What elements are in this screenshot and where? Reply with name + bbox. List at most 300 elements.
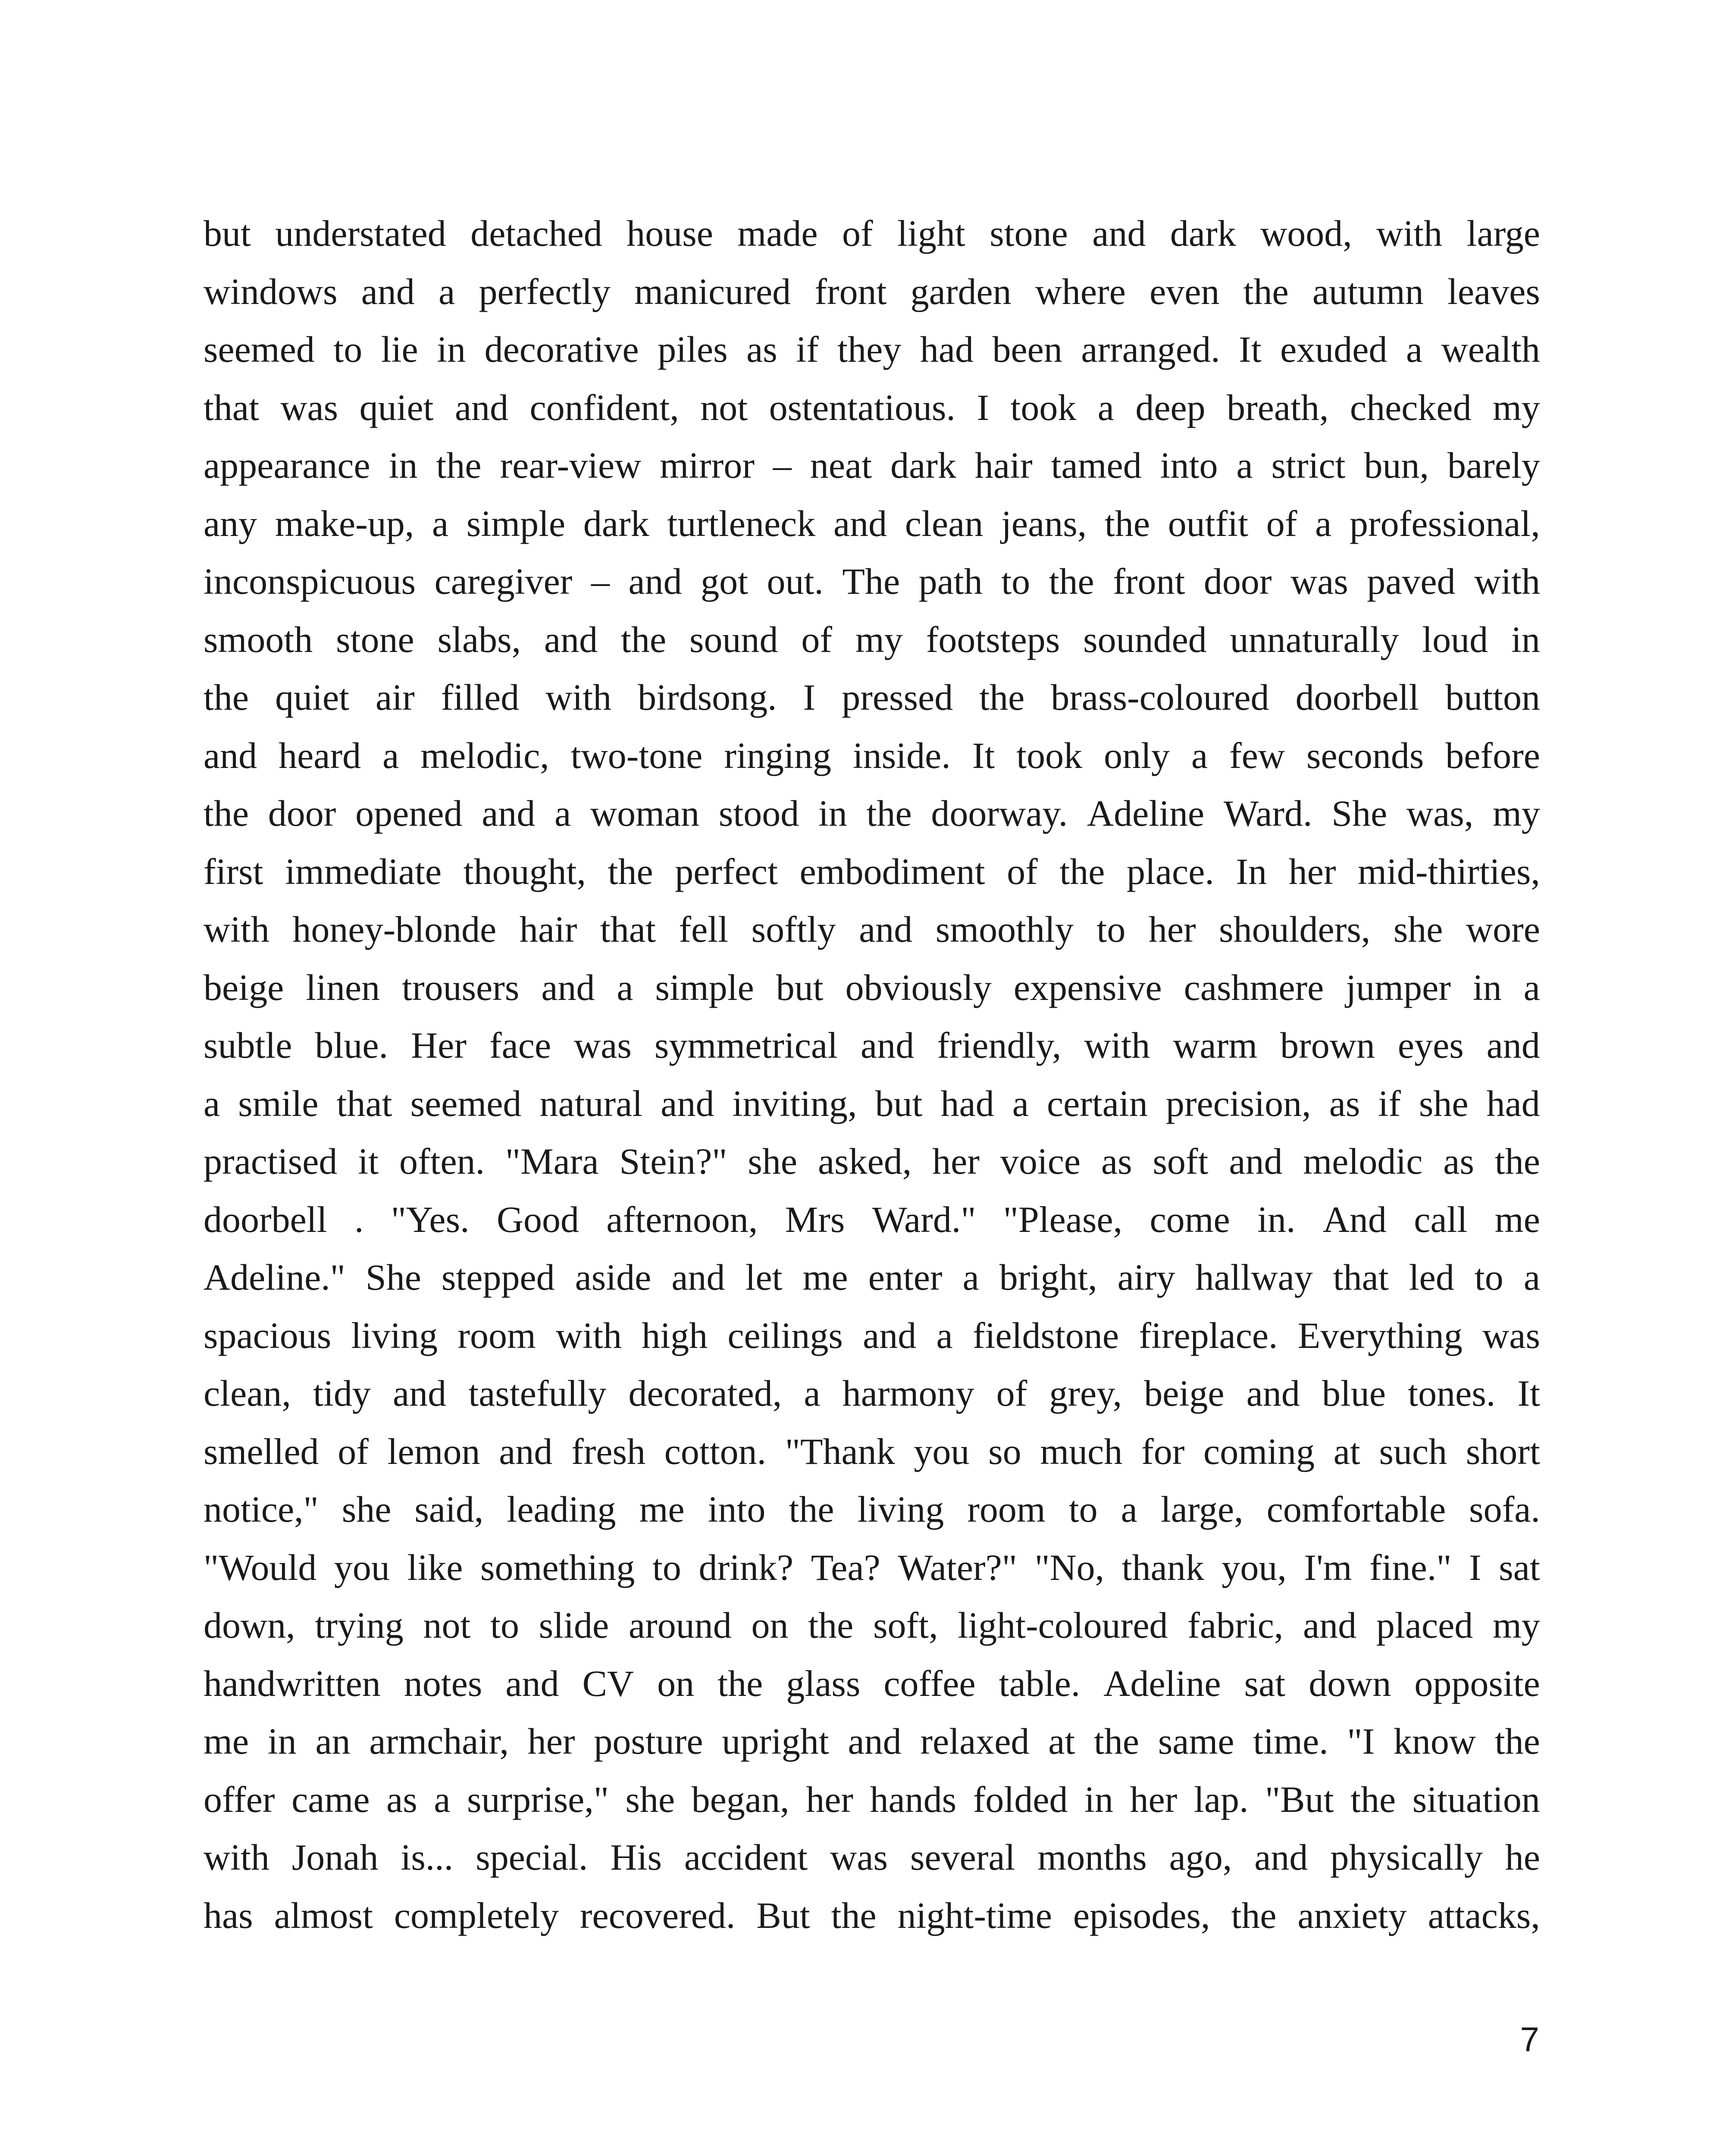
- word: had: [920, 329, 974, 370]
- word: the: [608, 850, 653, 892]
- word: down,: [204, 1604, 295, 1646]
- word: is...: [401, 1836, 454, 1878]
- word: the: [1243, 270, 1289, 312]
- word: if: [1378, 1082, 1401, 1124]
- word: the: [979, 677, 1025, 718]
- word: "Mara: [505, 1141, 599, 1182]
- word: a: [438, 270, 455, 312]
- word: the: [1059, 850, 1105, 892]
- word: make-up,: [275, 502, 414, 544]
- word: me: [204, 1720, 249, 1762]
- word: was: [1482, 1314, 1540, 1356]
- word: in: [388, 445, 418, 486]
- word: inconspicuous: [204, 561, 416, 602]
- word: "But: [1265, 1778, 1334, 1820]
- word: leaves: [1447, 270, 1540, 312]
- word: cotton.: [664, 1430, 767, 1472]
- word: and: [1303, 1604, 1357, 1646]
- word: front: [1113, 561, 1185, 602]
- word: and: [361, 270, 415, 312]
- word: Her: [411, 1025, 467, 1066]
- word: you: [914, 1430, 970, 1472]
- text-line: [204, 727, 1540, 785]
- word: loud: [1422, 618, 1488, 660]
- text-line: [204, 784, 1540, 843]
- text-line: [204, 1248, 1540, 1307]
- word: warm: [1173, 1025, 1258, 1066]
- word: of: [1007, 850, 1038, 892]
- word: she: [625, 1778, 675, 1820]
- word: Ward.": [872, 1198, 976, 1240]
- word: seemed: [204, 329, 315, 370]
- word: to: [1068, 1489, 1098, 1530]
- word: jumper: [1346, 966, 1451, 1008]
- word: took: [1010, 386, 1077, 428]
- word: comfortable: [1266, 1489, 1446, 1530]
- word: the: [1104, 502, 1150, 544]
- word: bright,: [999, 1257, 1097, 1298]
- word: Tea?: [811, 1546, 880, 1588]
- word: as: [1329, 1082, 1360, 1124]
- word: It: [972, 734, 995, 776]
- text-line: [204, 1828, 1540, 1887]
- word: Adeline.": [204, 1257, 345, 1298]
- word: and: [859, 909, 913, 950]
- word: soft,: [873, 1604, 938, 1646]
- word: In: [1236, 850, 1267, 892]
- word: ago,: [1169, 1836, 1232, 1878]
- word: began,: [691, 1778, 789, 1820]
- word: of: [801, 618, 833, 660]
- word: and: [1254, 1836, 1308, 1878]
- word: and: [204, 734, 257, 776]
- word: posture: [594, 1720, 703, 1762]
- word: "Yes.: [391, 1198, 470, 1240]
- word: softly: [751, 909, 836, 950]
- word: doorway.: [931, 793, 1068, 834]
- word: I: [1469, 1546, 1481, 1588]
- word: quiet: [275, 677, 350, 718]
- word: dark: [1170, 213, 1236, 254]
- word: thank: [1121, 1546, 1204, 1588]
- word: detached: [470, 213, 602, 254]
- word: autumn: [1312, 270, 1424, 312]
- word: got: [701, 561, 749, 602]
- word: call: [1414, 1198, 1468, 1240]
- word: door: [1203, 561, 1272, 602]
- word: grey,: [1049, 1373, 1122, 1414]
- word: that: [600, 909, 656, 950]
- word: understated: [275, 213, 446, 254]
- word: decorative: [484, 329, 639, 370]
- word: out.: [767, 561, 824, 602]
- word: practised: [204, 1141, 338, 1182]
- word: room: [967, 1489, 1046, 1530]
- word: It: [1517, 1373, 1540, 1414]
- word: and: [661, 1082, 714, 1124]
- word: such: [1379, 1430, 1447, 1472]
- word: and: [541, 966, 595, 1008]
- word: light-coloured: [958, 1604, 1168, 1646]
- word: surprise,": [467, 1778, 609, 1820]
- text-line: [204, 1539, 1540, 1597]
- word: beige: [1144, 1373, 1225, 1414]
- word: to: [490, 1604, 520, 1646]
- word: she: [748, 1141, 798, 1182]
- word: any: [204, 502, 257, 544]
- word: a: [204, 1082, 220, 1124]
- word: perfectly: [479, 270, 611, 312]
- word: time.: [1253, 1720, 1328, 1762]
- word: living: [857, 1489, 944, 1530]
- word: barely: [1447, 445, 1540, 486]
- word: wore: [1466, 909, 1540, 950]
- word: into: [1160, 445, 1218, 486]
- word: subtle: [204, 1025, 292, 1066]
- word: The: [842, 561, 900, 602]
- word: "I: [1347, 1720, 1375, 1762]
- word: fine.": [1369, 1546, 1452, 1588]
- word: sound: [689, 618, 778, 660]
- word: with: [1474, 561, 1540, 602]
- word: that: [1333, 1257, 1389, 1298]
- word: mirror: [660, 445, 755, 486]
- word: physically: [1330, 1836, 1483, 1878]
- word: harmony: [842, 1373, 974, 1414]
- word: in: [818, 793, 847, 834]
- word: exuded: [1280, 329, 1387, 370]
- word: tamed: [1051, 445, 1142, 486]
- word: blue.: [315, 1025, 388, 1066]
- text-line: [204, 552, 1540, 611]
- word: and: [671, 1257, 725, 1298]
- word: and: [1486, 1025, 1540, 1066]
- word: was: [830, 1836, 888, 1878]
- word: path: [918, 561, 983, 602]
- text-line: [204, 204, 1540, 263]
- word: not: [700, 386, 748, 428]
- word: slide: [539, 1604, 609, 1646]
- word: Ward.: [1223, 793, 1312, 834]
- word: and: [482, 793, 536, 834]
- word: but: [776, 966, 824, 1008]
- word: house: [626, 213, 713, 254]
- word: you,: [1221, 1546, 1287, 1588]
- word: episodes,: [1073, 1894, 1210, 1936]
- word: birdsong.: [638, 677, 777, 718]
- word: She: [1331, 793, 1387, 834]
- word: glass: [786, 1662, 861, 1704]
- word: simple: [655, 966, 754, 1008]
- word: appearance: [204, 445, 370, 486]
- word: down: [1309, 1662, 1391, 1704]
- text-line: [204, 900, 1540, 959]
- word: relaxed: [920, 1720, 1030, 1762]
- word: beige: [204, 966, 284, 1008]
- word: placed: [1376, 1604, 1473, 1646]
- word: high: [642, 1314, 708, 1356]
- word: lie: [381, 329, 418, 370]
- text-line: [204, 1771, 1540, 1829]
- word: to: [1474, 1257, 1503, 1298]
- word: arranged.: [1081, 329, 1220, 370]
- text-line: [204, 1596, 1540, 1655]
- word: first: [204, 850, 263, 892]
- word: precision,: [1165, 1082, 1311, 1124]
- word: stone: [990, 213, 1068, 254]
- word: ringing: [724, 734, 831, 776]
- word: the: [866, 793, 912, 834]
- word: Mrs: [785, 1198, 845, 1240]
- word: a: [936, 1314, 953, 1356]
- word: rear-view: [500, 445, 642, 486]
- word: breath,: [1227, 386, 1329, 428]
- word: table.: [999, 1662, 1081, 1704]
- word: I: [977, 386, 989, 428]
- word: fireplace.: [1139, 1314, 1278, 1356]
- word: few: [1229, 734, 1285, 776]
- word: place.: [1126, 850, 1214, 892]
- word: drink?: [698, 1546, 794, 1588]
- word: me: [639, 1489, 685, 1530]
- word: her: [1130, 1778, 1178, 1820]
- word: led: [1409, 1257, 1454, 1298]
- word: something: [480, 1546, 635, 1588]
- word: the: [1094, 1720, 1140, 1762]
- word: confident,: [529, 386, 679, 428]
- word: manicured: [634, 270, 791, 312]
- word: with: [204, 1836, 269, 1878]
- text-line: [204, 495, 1540, 553]
- word: sofa.: [1469, 1489, 1540, 1530]
- word: brass-coloured: [1051, 677, 1269, 718]
- word: caregiver: [434, 561, 573, 602]
- word: the: [1049, 561, 1094, 602]
- word: her: [527, 1720, 575, 1762]
- text-line: [204, 959, 1540, 1017]
- word: only: [1104, 734, 1170, 776]
- word: outfit: [1168, 502, 1249, 544]
- word: a: [1406, 329, 1423, 370]
- word: a: [432, 502, 449, 544]
- word: slabs,: [437, 618, 521, 660]
- word: Stein?": [619, 1141, 727, 1182]
- text-line: [204, 1075, 1540, 1133]
- word: so: [988, 1430, 1021, 1472]
- word: the: [831, 1894, 877, 1936]
- word: symmetrical: [654, 1025, 838, 1066]
- word: button: [1445, 677, 1540, 718]
- word: door: [268, 793, 336, 834]
- word: opened: [355, 793, 463, 834]
- text-line: [204, 1887, 1540, 1945]
- word: sat: [1244, 1662, 1286, 1704]
- word: was,: [1406, 793, 1474, 834]
- word: inviting,: [732, 1082, 857, 1124]
- word: attacks,: [1428, 1894, 1540, 1936]
- word: afternoon,: [606, 1198, 758, 1240]
- word: in: [1511, 618, 1540, 660]
- word: and: [1246, 1373, 1300, 1414]
- word: and: [833, 502, 887, 544]
- word: and: [505, 1662, 559, 1704]
- word: a: [382, 734, 399, 776]
- word: professional,: [1350, 502, 1540, 544]
- word: had: [1486, 1082, 1540, 1124]
- word: I: [803, 677, 816, 718]
- word: special.: [476, 1836, 588, 1878]
- word: dark: [583, 502, 649, 544]
- word: in.: [1257, 1198, 1296, 1240]
- word: but: [204, 213, 251, 254]
- word: she: [1393, 909, 1443, 950]
- word: you: [334, 1546, 390, 1588]
- word: with: [556, 1314, 622, 1356]
- word: offer: [204, 1778, 275, 1820]
- word: embodiment: [799, 850, 985, 892]
- word: smile: [238, 1082, 319, 1124]
- word: linen: [306, 966, 380, 1008]
- word: natural: [539, 1082, 643, 1124]
- word: if: [796, 329, 819, 370]
- word: Adeline: [1087, 793, 1205, 834]
- word: stone: [336, 618, 414, 660]
- text-line: [204, 320, 1540, 379]
- word: her: [806, 1778, 853, 1820]
- word: air: [376, 677, 415, 718]
- word: checked: [1350, 386, 1472, 428]
- word: an: [315, 1720, 351, 1762]
- word: spacious: [204, 1314, 332, 1356]
- text-line: [204, 1307, 1540, 1365]
- word: –: [591, 561, 610, 602]
- word: the: [621, 618, 667, 660]
- word: come: [1149, 1198, 1230, 1240]
- word: front: [814, 270, 887, 312]
- word: short: [1466, 1430, 1540, 1472]
- word: airy: [1117, 1257, 1175, 1298]
- word: and: [499, 1430, 553, 1472]
- word: piles: [658, 329, 728, 370]
- word: her: [932, 1141, 980, 1182]
- word: into: [708, 1489, 766, 1530]
- word: Jonah: [291, 1836, 379, 1878]
- word: months: [1037, 1836, 1147, 1878]
- word: seemed: [410, 1082, 522, 1124]
- word: in: [1472, 966, 1502, 1008]
- word: hair: [519, 909, 577, 950]
- word: a: [962, 1257, 979, 1298]
- word: to: [1096, 909, 1126, 950]
- word: anxiety: [1297, 1894, 1407, 1936]
- word: soft: [1153, 1141, 1209, 1182]
- word: coffee: [883, 1662, 976, 1704]
- word: But: [756, 1894, 810, 1936]
- word: footsteps: [926, 618, 1060, 660]
- word: sat: [1499, 1546, 1540, 1588]
- text-line: [204, 611, 1540, 669]
- word: windows: [204, 270, 338, 312]
- word: ostentatious.: [769, 386, 955, 428]
- text-line: [204, 1423, 1540, 1481]
- word: my: [1493, 386, 1540, 428]
- word: doorbell: [204, 1198, 327, 1240]
- word: night-time: [897, 1894, 1052, 1936]
- word: a: [1315, 502, 1332, 544]
- word: coming: [1203, 1430, 1315, 1472]
- word: melodic,: [420, 734, 549, 776]
- word: jeans,: [1001, 502, 1087, 544]
- word: but: [875, 1082, 923, 1124]
- word: made: [737, 213, 818, 254]
- word: Good: [496, 1198, 579, 1240]
- word: it: [358, 1141, 379, 1182]
- word: fieldstone: [972, 1314, 1119, 1356]
- word: eyes: [1397, 1025, 1464, 1066]
- word: two-tone: [570, 734, 703, 776]
- word: she: [1419, 1082, 1469, 1124]
- word: immediate: [285, 850, 442, 892]
- word: had: [940, 1082, 994, 1124]
- word: "Would: [204, 1546, 317, 1588]
- word: pressed: [842, 677, 953, 718]
- word: melodic: [1303, 1141, 1423, 1182]
- word: strict: [1271, 445, 1346, 486]
- word: a: [1523, 966, 1540, 1008]
- word: asked,: [817, 1141, 912, 1182]
- word: –: [773, 445, 792, 486]
- word: the: [204, 677, 249, 718]
- word: as: [746, 329, 777, 370]
- word: that: [336, 1082, 392, 1124]
- text-line: [204, 1132, 1540, 1191]
- word: doorbell: [1295, 677, 1419, 718]
- word: fresh: [571, 1430, 646, 1472]
- word: smoothly: [935, 909, 1074, 950]
- word: certain: [1046, 1082, 1148, 1124]
- word: with: [1376, 213, 1443, 254]
- word: a: [804, 1373, 821, 1414]
- word: lap.: [1193, 1778, 1249, 1820]
- word: and: [1092, 213, 1146, 254]
- word: It: [1239, 329, 1262, 370]
- word: aside: [575, 1257, 651, 1298]
- word: with: [1084, 1025, 1150, 1066]
- word: simple: [466, 502, 566, 544]
- word: opposite: [1414, 1662, 1540, 1704]
- word: at: [1333, 1430, 1360, 1472]
- word: woman: [590, 793, 700, 834]
- word: hallway: [1195, 1257, 1313, 1298]
- word: the: [1231, 1894, 1277, 1936]
- text-line: [204, 1655, 1540, 1713]
- word: was: [280, 386, 338, 428]
- word: at: [1048, 1720, 1075, 1762]
- word: almost: [274, 1894, 373, 1936]
- word: unnaturally: [1230, 618, 1399, 660]
- word: her: [1148, 909, 1196, 950]
- word: as: [1101, 1141, 1132, 1182]
- word: as: [1443, 1141, 1474, 1182]
- word: and: [544, 618, 598, 660]
- word: and: [454, 386, 509, 428]
- text-line: [204, 1712, 1540, 1771]
- word: much: [1040, 1430, 1123, 1472]
- word: perfect: [675, 850, 778, 892]
- text-line: [204, 436, 1540, 495]
- word: her: [1288, 850, 1336, 892]
- word: armchair,: [369, 1720, 509, 1762]
